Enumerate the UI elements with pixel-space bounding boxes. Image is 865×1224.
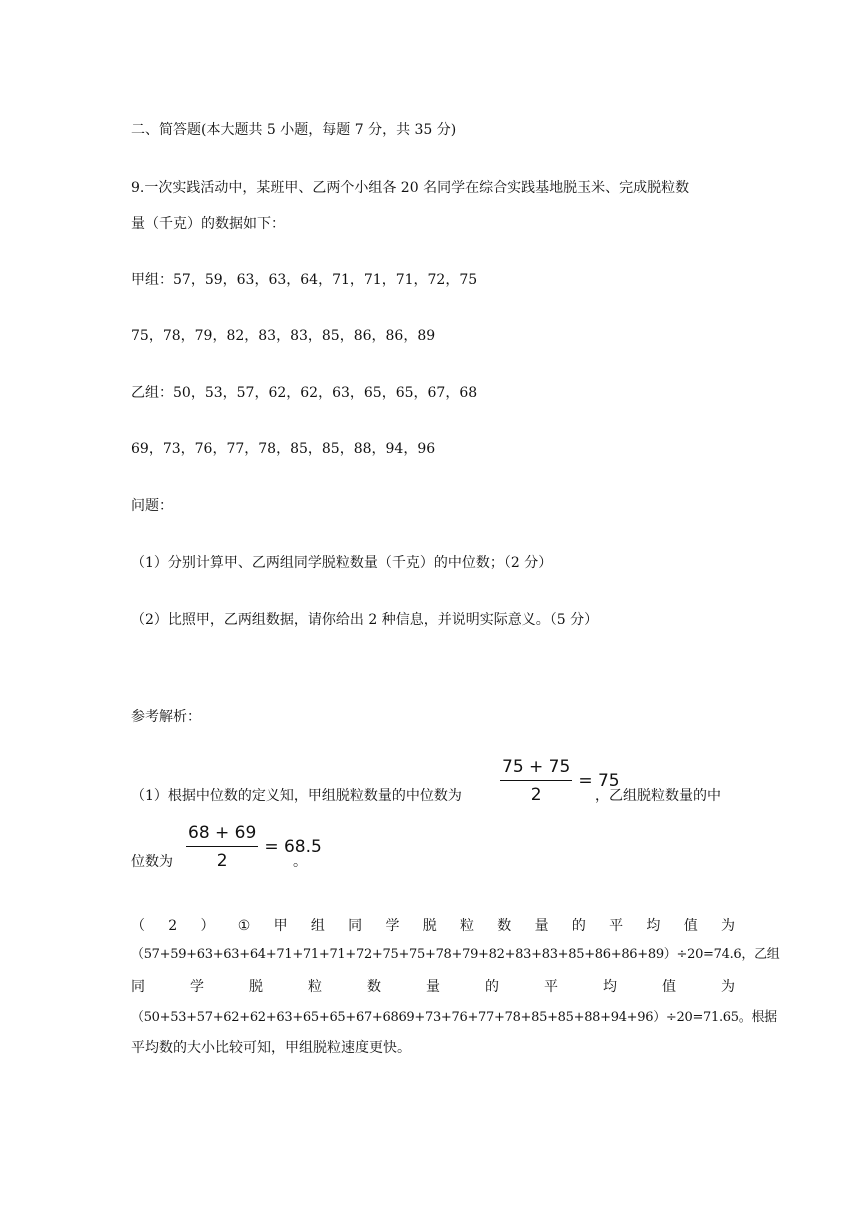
answer-p1-text-c: 位数为 (131, 854, 173, 870)
answer-p2-line1 (131, 916, 735, 936)
char: 2 (168, 918, 178, 934)
question-prompt: 问题： (131, 498, 173, 514)
answer-p2-line4: （50+53+57+62+62+63+65+65+67+6869+73+76+77+78+85+85+88+94+96）÷20=71.65。根据 (131, 1010, 777, 1025)
char: 的 (485, 979, 499, 995)
question-stem-line2: 量（千克）的数据如下： (131, 216, 285, 232)
char: 学 (190, 979, 204, 995)
answer-p1-text-d: 。 (293, 854, 307, 870)
char: 同 (348, 918, 363, 934)
question-part1: （1）分别计算甲、乙两组同学脱粒数量（千克）的中位数；（2 分） (131, 555, 553, 571)
char: 脱 (249, 979, 263, 995)
char: 平 (609, 918, 624, 934)
fraction-numerator: 75 + 75 (500, 757, 572, 781)
char: 数 (497, 918, 512, 934)
char: 脱 (422, 918, 437, 934)
fraction-result: = 68.5 (264, 837, 322, 857)
fraction-numerator: 68 + 69 (186, 823, 258, 847)
char: 值 (662, 979, 676, 995)
fraction-result: = 75 (578, 771, 620, 791)
question-stem-line1: 9.一次实践活动中，某班甲、乙两个小组各 20 名同学在综合实践基地脱玉米、完成脱粒数 (131, 180, 690, 196)
char: 为 (721, 979, 735, 995)
char: 数 (367, 979, 381, 995)
char: 值 (683, 918, 698, 934)
answer-p1-text-a: （1）根据中位数的定义知，甲组脱粒数量的中位数为 (131, 788, 462, 804)
answer-p2-line3 (131, 977, 735, 997)
fraction-denominator: 2 (530, 785, 542, 805)
char: 平 (544, 979, 558, 995)
char: 的 (571, 918, 586, 934)
char: 为 (720, 918, 735, 934)
group-b-data-line2: 69，73，76，77，78，85，85，88，94，96 (131, 441, 436, 457)
group-a-data-line1: 甲组：57，59，63，63，64，71，71，71，72，75 (131, 272, 478, 288)
char: 同 (131, 979, 145, 995)
question-part2: （2）比照甲，乙两组数据，请你给出 2 种信息，并说明实际意义。（5 分） (131, 612, 599, 628)
char: 量 (534, 918, 549, 934)
group-b-data-line1: 乙组：50，53，57，62，62，63，65，65，67，68 (131, 385, 478, 401)
char: 学 (385, 918, 400, 934)
char: 组 (310, 918, 325, 934)
fraction-denominator: 2 (216, 851, 228, 871)
answer-p1-text-b: ，乙组脱粒数量的中 (595, 788, 721, 804)
char: （ (131, 918, 145, 934)
char: 粒 (460, 918, 475, 934)
char: 量 (426, 979, 440, 995)
char: 甲 (273, 918, 288, 934)
char: ① (237, 918, 251, 934)
answer-heading: 参考解析： (131, 709, 201, 725)
char: 均 (646, 918, 661, 934)
char: 粒 (308, 979, 322, 995)
group-a-data-line2: 75，78，79，82，83，83，85，86，86，89 (131, 328, 436, 344)
answer-p2-line5: 平均数的大小比较可知，甲组脱粒速度更快。 (131, 1040, 411, 1056)
answer-p2-line2: （57+59+63+63+64+71+71+71+72+75+75+78+79+82+83+83+85+86+86+89）÷20=74.6，乙组 (131, 947, 780, 962)
char: 均 (603, 979, 617, 995)
section-title: 二、简答题(本大题共 5 小题，每题 7 分，共 35 分) (131, 122, 457, 138)
char: ） (200, 918, 215, 934)
